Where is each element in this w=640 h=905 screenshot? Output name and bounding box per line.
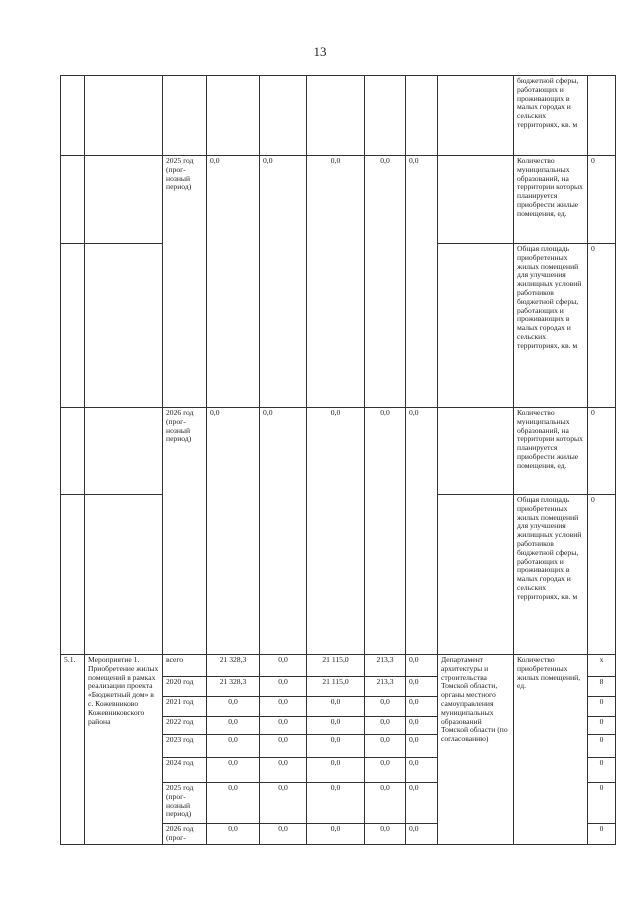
value-cell: 0,0 (207, 408, 260, 655)
local-cell: 0,0 (365, 717, 406, 735)
measure-row (61, 655, 616, 677)
indicator-cell: Общая площадь приобретенных жилых помещений для улучшения жилищных условий работников бюджетной сферы, работающих и проживающих в малых городах и сельских территориях, кв. м (514, 495, 588, 655)
value-cell: 0,0 (406, 408, 438, 655)
indicator-value: 0 (588, 824, 616, 845)
local-cell: 0,0 (365, 824, 406, 845)
indicator-cell: Количество муниципальных образований, на территории которых планируется приобрести жилые помещения, ед. (514, 408, 588, 495)
period-cell: 2026 год (прог- (163, 824, 207, 845)
regional-cell: 0,0 (307, 783, 365, 824)
local-cell: 213,3 (365, 655, 406, 677)
total-cell: 0,0 (207, 717, 260, 735)
program-table (60, 75, 616, 845)
federal-cell: 0,0 (260, 735, 307, 758)
period-cell: всего (163, 655, 207, 677)
other-cell: 0,0 (406, 655, 438, 677)
regional-cell: 21 115,0 (307, 677, 365, 697)
year-row-2026 (61, 408, 616, 495)
executor-cell: Департамент архитектуры и строительства Томской области, органы местного самоуправления муниципальных образований Томской области (по согласованию) (438, 655, 514, 845)
federal-cell: 0,0 (260, 717, 307, 735)
indicator-value: 8 (588, 677, 616, 697)
local-cell: 0,0 (365, 758, 406, 783)
other-cell: 0,0 (406, 758, 438, 783)
indicator-value: 0 (588, 408, 616, 495)
total-cell: 0,0 (207, 735, 260, 758)
local-cell: 213,3 (365, 677, 406, 697)
indicator-value: 0 (588, 697, 616, 717)
total-cell: 0,0 (207, 783, 260, 824)
indicator-value: 0 (588, 735, 616, 758)
period-cell: 2022 год (163, 717, 207, 735)
indicator-value: х (588, 655, 616, 677)
period-cell: 2021 год (163, 697, 207, 717)
value-cell: 0,0 (406, 156, 438, 408)
regional-cell: 0,0 (307, 717, 365, 735)
period-cell: 2020 год (163, 677, 207, 697)
indicator-value: 0 (588, 244, 616, 408)
value-cell: 0,0 (307, 408, 365, 655)
regional-cell: 0,0 (307, 697, 365, 717)
indicator-cell: Количество приобретенных жилых помещений, ед. (514, 655, 588, 845)
local-cell: 0,0 (365, 783, 406, 824)
value-cell: 0,0 (207, 156, 260, 408)
federal-cell: 0,0 (260, 758, 307, 783)
value-cell: 0,0 (365, 408, 406, 655)
regional-cell: 21 115,0 (307, 655, 365, 677)
other-cell: 0,0 (406, 697, 438, 717)
period-cell: 2025 год (прог-нозный период) (163, 783, 207, 824)
federal-cell: 0,0 (260, 655, 307, 677)
local-cell: 0,0 (365, 735, 406, 758)
indicator-value: 0 (588, 156, 616, 244)
total-cell: 0,0 (207, 697, 260, 717)
other-cell: 0,0 (406, 783, 438, 824)
total-cell: 0,0 (207, 824, 260, 845)
regional-cell: 0,0 (307, 735, 365, 758)
total-cell: 0,0 (207, 758, 260, 783)
regional-cell: 0,0 (307, 758, 365, 783)
indicator-cell: Количество муниципальных образований, на территории которых планируется приобрести жилые помещения, ед. (514, 156, 588, 244)
value-cell: 0,0 (307, 156, 365, 408)
indicator-value: 0 (588, 717, 616, 735)
measure-number: 5.1. (61, 655, 85, 845)
federal-cell: 0,0 (260, 677, 307, 697)
value-cell: 0,0 (365, 156, 406, 408)
other-cell: 0,0 (406, 677, 438, 697)
regional-cell: 0,0 (307, 824, 365, 845)
period-cell: 2023 год (163, 735, 207, 758)
federal-cell: 0,0 (260, 824, 307, 845)
period-cell: 2025 год (прог-нозный период) (163, 156, 207, 408)
value-cell: 0,0 (260, 156, 307, 408)
other-cell: 0,0 (406, 717, 438, 735)
indicator-value: 0 (588, 495, 616, 655)
measure-name: Мероприятие 1. Приобретение жилых помещений в рамках реализации проекта «Бюджетный дом» в с. Кожевниково Кожевниковского района (85, 655, 163, 845)
total-cell: 21 328,3 (207, 655, 260, 677)
continuation-row (61, 76, 616, 156)
total-cell: 21 328,3 (207, 677, 260, 697)
period-cell: 2024 год (163, 758, 207, 783)
federal-cell: 0,0 (260, 697, 307, 717)
page-number: 13 (313, 44, 327, 59)
period-cell: 2026 год (прог-нозный период) (163, 408, 207, 655)
value-cell: 0,0 (260, 408, 307, 655)
local-cell: 0,0 (365, 697, 406, 717)
other-cell: 0,0 (406, 824, 438, 845)
other-cell: 0,0 (406, 735, 438, 758)
federal-cell: 0,0 (260, 783, 307, 824)
indicator-cell: Общая площадь приобретенных жилых помещений для улучшения жилищных условий работников бюджетной сферы, работающих и проживающих в малых городах и сельских территориях, кв. м (514, 244, 588, 408)
year-row-2025 (61, 156, 616, 244)
indicator-value: 0 (588, 783, 616, 824)
indicator-cell: бюджетной сферы, работающих и проживающих в малых городах и сельских территориях, кв. м (514, 76, 588, 156)
indicator-value: 0 (588, 758, 616, 783)
